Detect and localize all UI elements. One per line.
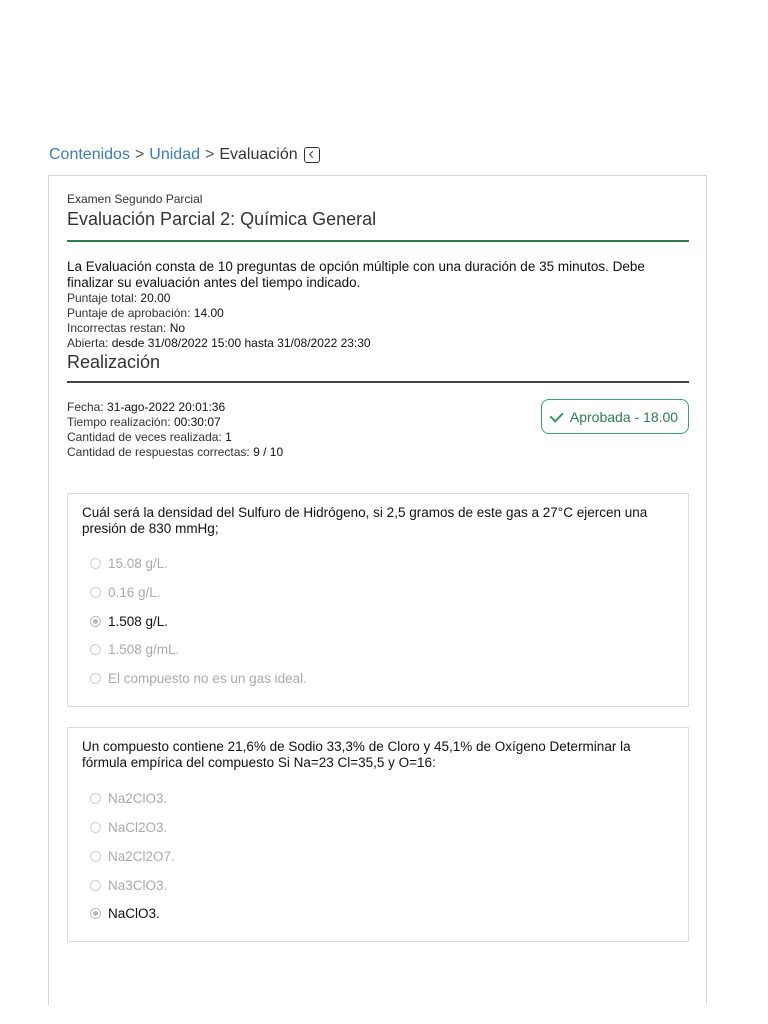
answer-option[interactable]: [90, 820, 167, 835]
info-value: 20.00: [140, 291, 171, 305]
question-text: Cuál será la densidad del Sulfuro de Hidrógeno, si 2,5 gramos de este gas a 27°C ejercen una presión de 830 mmHg;: [82, 505, 648, 536]
back-arrow-icon[interactable]: [304, 147, 320, 163]
info-row-total: [67, 291, 667, 306]
result-value: 31-ago-2022 20:01:36: [107, 400, 226, 414]
status-badge-label: Aprobada - 18.00: [569, 408, 679, 425]
answer-option[interactable]: [90, 556, 168, 571]
status-badge: [541, 399, 689, 434]
answer-option[interactable]: [90, 878, 167, 893]
question-card: [67, 727, 689, 942]
section-title-realizacion: Realización: [67, 352, 161, 372]
info-label: Puntaje de aprobación:: [67, 306, 191, 320]
result-label: Fecha:: [67, 400, 104, 414]
info-label: Puntaje total:: [67, 291, 138, 305]
result-value: 00:30:07: [173, 415, 221, 429]
result-value: 1: [225, 430, 232, 444]
option-label: Na2ClO3.: [108, 791, 168, 806]
title-divider: [67, 240, 689, 242]
question-card: [67, 493, 689, 707]
result-row-time: [67, 415, 467, 430]
radio-button[interactable]: [90, 616, 101, 627]
info-value: desde 31/08/2022 15:00 hasta 31/08/2022 23:30: [111, 336, 371, 350]
option-label: NaCl2O3.: [108, 820, 168, 835]
answer-option[interactable]: [90, 642, 179, 657]
section-divider: [67, 381, 689, 383]
radio-button[interactable]: [90, 558, 101, 569]
breadcrumb-current: Evaluación: [219, 146, 298, 163]
info-label: Incorrectas restan:: [67, 321, 167, 335]
result-label: Tiempo realización:: [67, 415, 171, 429]
option-label: Na2Cl2O7.: [108, 849, 175, 864]
breadcrumb-link-unidad[interactable]: Unidad: [149, 146, 200, 163]
breadcrumb-link-contenidos[interactable]: Contenidos: [49, 146, 130, 163]
result-label: Cantidad de veces realizada:: [67, 430, 222, 444]
result-label: Cantidad de respuestas correctas:: [67, 445, 250, 459]
option-label: 1.508 g/mL.: [108, 642, 180, 657]
radio-button[interactable]: [90, 793, 101, 804]
radio-button[interactable]: [90, 644, 101, 655]
radio-button[interactable]: [90, 822, 101, 833]
check-icon: [549, 408, 563, 422]
radio-button[interactable]: [90, 673, 101, 684]
answer-option[interactable]: [90, 585, 161, 600]
info-row-approval: [67, 306, 667, 321]
answer-option[interactable]: [90, 791, 167, 806]
info-label: Abierta:: [67, 336, 109, 350]
info-row-open: [67, 336, 667, 351]
option-label: 1.508 g/L.: [108, 614, 169, 629]
option-label: 0.16 g/L.: [108, 585, 161, 600]
info-value: No: [169, 321, 186, 335]
answer-option[interactable]: [90, 849, 175, 864]
exam-title: Evaluación Parcial 2: Química General: [67, 209, 377, 229]
attempt-results: [67, 400, 467, 460]
exam-card: [48, 175, 707, 1005]
exam-subtitle: Examen Segundo Parcial: [67, 192, 203, 206]
radio-button[interactable]: [90, 851, 101, 862]
result-row-correct: [67, 445, 467, 460]
result-row-attempts: [67, 430, 467, 445]
exam-info: [67, 259, 667, 351]
radio-button[interactable]: [90, 587, 101, 598]
option-label: NaClO3.: [108, 906, 160, 921]
result-value: 9 / 10: [253, 445, 284, 459]
radio-button[interactable]: [90, 880, 101, 891]
breadcrumb: [49, 146, 320, 164]
info-value: 14.00: [193, 306, 224, 320]
option-label: El compuesto no es un gas ideal.: [108, 671, 307, 686]
result-row-date: [67, 400, 467, 415]
answer-option[interactable]: [90, 671, 307, 686]
option-label: Na3ClO3.: [108, 878, 168, 893]
question-text: Un compuesto contiene 21,6% de Sodio 33,3% de Cloro y 45,1% de Oxígeno Determinar la fórmula empírica del compuesto Si Na=23 Cl=35,5 y O=16:: [82, 739, 631, 770]
info-row-penalty: [67, 321, 667, 336]
breadcrumb-separator: >: [205, 146, 215, 163]
exam-description: La Evaluación consta de 10 preguntas de opción múltiple con una duración de 35 minutos. Debe finalizar su evaluación antes del tiempo indicado.: [67, 259, 645, 290]
answer-option-selected[interactable]: [90, 906, 160, 921]
radio-button[interactable]: [90, 908, 101, 919]
answer-option-selected[interactable]: [90, 614, 168, 629]
option-label: 15.08 g/L.: [108, 556, 169, 571]
breadcrumb-separator: >: [134, 146, 145, 163]
